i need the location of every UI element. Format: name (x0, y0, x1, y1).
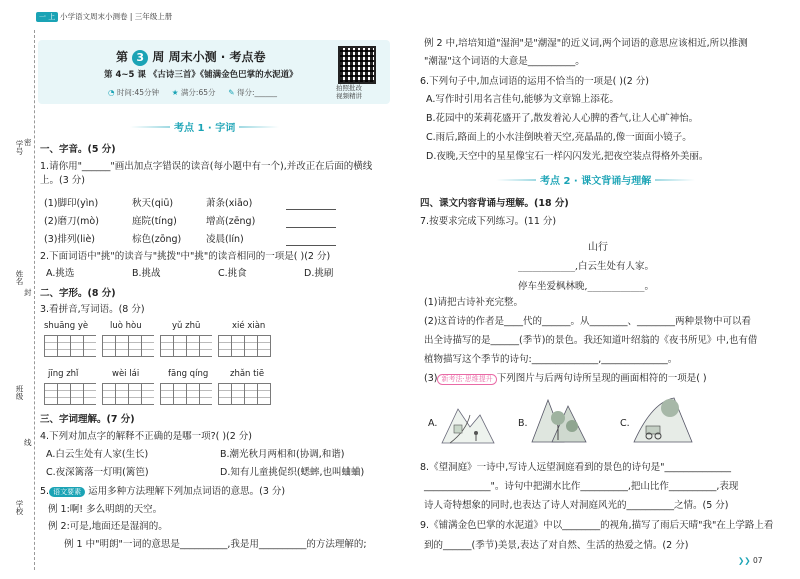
q5-example-3: 例 1 中"明朗"一词的意思是__________,我是用__________的方法理解的; (64, 539, 367, 550)
q7-2a: (2)这首诗的作者是____代的______。从________、________两种景物中可以看 (424, 316, 751, 327)
q7-2c: 植物描写这个季节的诗句:______________,______________。 (424, 354, 678, 365)
poem-line-2: 停车坐爱枫林晚,____________。 (518, 281, 655, 292)
q4-opt-b[interactable]: B.潮光秋月两相和(协调,和谐) (220, 449, 345, 460)
sidebar-label-school: 学校 (15, 500, 24, 515)
pinyin-1: shuāng yè (44, 321, 89, 331)
q8-c: 诗人奇特想象的同时,也表达了诗人对洞庭风光的__________之情。(5 分) (424, 500, 729, 511)
r-line-1: 例 2 中,培培知道"湿润"是"潮湿"的近义词,两个词语的意思应该相近,所以推测 (424, 38, 748, 49)
q9-b: 到的______(季节)美景,表达了对自然、生活的热爱之情。(2 分) (424, 540, 689, 551)
section-kd1 (130, 119, 279, 134)
q2-opt-a[interactable]: A.挑选 (46, 268, 75, 279)
q3-text: 3.看拼音,写词语。(8 分) (40, 304, 145, 315)
poem-title: 山行 (588, 242, 608, 253)
q7-text: 7.按要求完成下列练习。(11 分) (420, 216, 557, 227)
seal-feng: 封 (24, 288, 32, 297)
header-title: 第 3 周 周末小测 · 考点卷 (116, 50, 266, 64)
q5-text: 5. 语文要素 运用多种方法理解下列加点词语的意思。(3 分) (40, 486, 286, 497)
q5-tag: 语文要素 (49, 487, 85, 497)
q4-text: 4.下列对加点字的解释不正确的是哪一项?( )(2 分) (40, 431, 253, 442)
img-opt-b-label[interactable]: B. (518, 418, 528, 429)
pencil-icon: ✎ (228, 88, 235, 97)
q7-2b: 出全诗描写的是______(季节)的景色。我还知道叶绍翁的《夜书所见》中,也有借 (424, 335, 758, 346)
top-badge: 一 上 (36, 12, 58, 22)
qr-caption: 拍照批改 视频精讲 (336, 84, 362, 100)
q7-3-tag: 新考法·思维提升 (437, 374, 496, 385)
q5-example-2: 例 2:可是,地面还是湿润的。 (48, 521, 168, 532)
sec-4-title: 四、课文内容背诵与理解。(18 分) (420, 198, 569, 209)
header-meta: ◔ 时间:45分钟 ★ 满分:65分 ✎ 得分:______ (108, 88, 277, 97)
q6-text: 6.下列句子中,加点词语的运用不恰当的一项是( )(2 分) (420, 76, 649, 87)
q2-opt-c[interactable]: C.挑食 (218, 268, 247, 279)
q2-opt-d[interactable]: D.挑刷 (304, 268, 334, 279)
maple-grove-image[interactable] (528, 392, 590, 444)
pinyin-4: xié xiàn (232, 321, 266, 331)
poem-line-1: ____________,白云生处有人家。 (518, 261, 655, 272)
sec-3-title: 三、字词理解。(7 分) (40, 414, 135, 425)
q8-a: 8.《望洞庭》一诗中,写诗人远望洞庭看到的景色的诗句是"______________ (420, 462, 731, 473)
sec-2-title: 二、字形。(8 分) (40, 288, 116, 299)
pinyin-5: jīng zhǐ (48, 369, 79, 379)
grid-row-1[interactable] (44, 335, 271, 357)
pinyin-7: fāng qíng (168, 369, 209, 379)
q1-row2: (2)磨刀(mò) 庭院(tíng) 增高(zēng) (44, 216, 336, 228)
seal-mi: 密 (24, 138, 32, 147)
sidebar (8, 30, 35, 570)
q4-opt-c[interactable]: C.夜深篱落一灯明(篱笆) (46, 467, 149, 478)
q5-example-1: 例 1:啊! 多么明朗的天空。 (48, 504, 163, 515)
q6-opt-d[interactable]: D.夜晚,天空中的星星像宝石一样闪闪发光,把夜空装点得格外美丽。 (426, 151, 709, 162)
sidebar-label-id: 学号 (15, 140, 24, 155)
pinyin-8: zhǎn tiē (230, 369, 265, 379)
page-number: ❯❯ 07 (738, 556, 763, 565)
week-number: 3 (132, 50, 148, 66)
kd1-title: 考点 1 · 字词 (174, 123, 236, 134)
header-card (38, 40, 390, 104)
q1-row3: (3)排列(liè) 棕色(zōng) 凌晨(lín) (44, 234, 336, 246)
q7-3: (3) 新考法·思维提升 下列图片与后两句诗所呈现的画面相符的一项是( ) (424, 373, 707, 384)
pinyin-2: luò hòu (110, 321, 142, 331)
kd2-title: 考点 2 · 课文背诵与理解 (540, 176, 652, 187)
sidebar-label-name: 姓名 (15, 270, 24, 285)
seal-xian: 线 (24, 438, 32, 447)
grid-row-2[interactable] (44, 383, 271, 405)
sec-1-title: 一、字音。(5 分) (40, 144, 116, 155)
clock-icon: ◔ (108, 88, 115, 97)
cart-under-maple-image[interactable] (632, 392, 694, 444)
img-opt-a-label[interactable]: A. (428, 418, 438, 429)
q4-opt-a[interactable]: A.白云生处有人家(生长) (46, 449, 149, 460)
q6-opt-b[interactable]: B.花园中的茉莉花盛开了,散发着沁人心脾的香气,让人心旷神怡。 (426, 113, 699, 124)
pinyin-3: yǔ zhū (172, 321, 201, 331)
sidebar-label-class: 班级 (15, 385, 24, 400)
q6-opt-a[interactable]: A.写作时引用名言佳句,能够为文章锦上添花。 (426, 94, 619, 105)
q2-opt-b[interactable]: B.挑战 (132, 268, 161, 279)
star-icon: ★ (171, 88, 179, 97)
mountain-path-image[interactable] (440, 395, 496, 445)
q9-a: 9.《铺满金色巴掌的水泥道》中以________的视角,描写了雨后天晴"我"在上学路上看 (420, 520, 774, 531)
r-line-2: "潮湿"这个词语的大意是__________。 (424, 56, 585, 67)
q2-options (46, 268, 333, 280)
q4-opt-d[interactable]: D.知有儿童挑促织(蟋蟀,也叫蛐蛐) (220, 467, 365, 478)
section-kd2 (496, 172, 695, 187)
chevron-icon: ❯❯ (738, 556, 751, 565)
q1-row1: (1)脚印(yìn) 秋天(qiū) 萧条(xiāo) (44, 198, 336, 210)
pinyin-6: wèi lái (112, 369, 140, 379)
q2-text: 2.下面词语中"挑"的读音与"挑拨"中"挑"的读音相同的一项是( )(2 分) (40, 251, 331, 262)
q6-opt-c[interactable]: C.雨后,路面上的小水洼倒映着天空,亮晶晶的,像一面面小镜子。 (426, 132, 692, 143)
img-opt-c-label[interactable]: C. (620, 418, 630, 429)
q8-b: ______________"。诗句中把湖水比作__________,把山比作__________,表现 (424, 481, 739, 492)
q7-1: (1)请把古诗补充完整。 (424, 297, 523, 308)
header-subtitle: 第 4~5 课 《古诗三首》《铺满金色巴掌的水泥道》 (104, 70, 298, 80)
q1-text: 1.请你用"______"画出加点字错误的读音(每小题中有一个),并改正在后面的横线上。(3 分) (40, 161, 373, 186)
book-title: 小学语文周末小测卷 | 三年级上册 (60, 12, 173, 21)
qr-code[interactable] (338, 46, 376, 84)
